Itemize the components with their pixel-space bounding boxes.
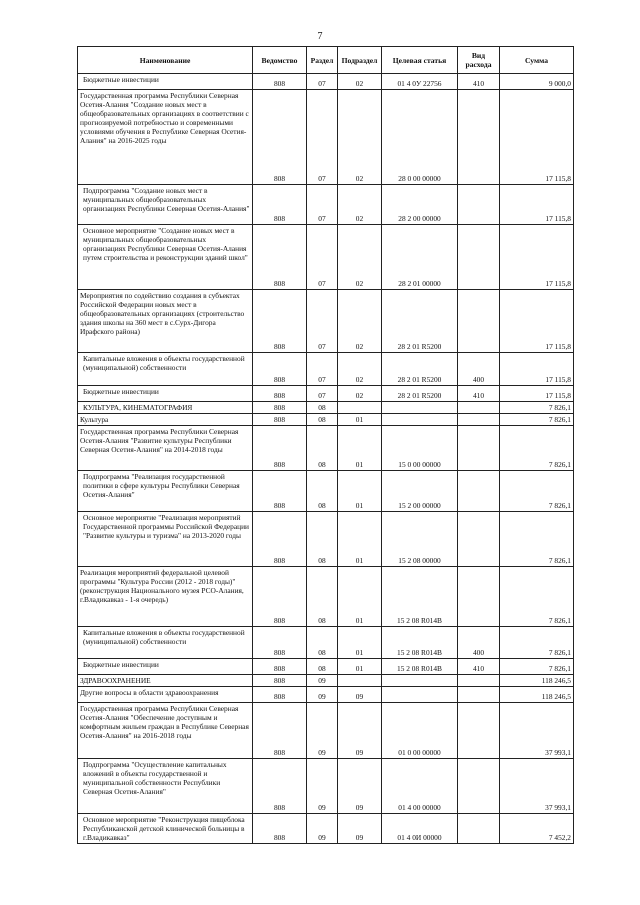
cell-section: 08 — [307, 627, 338, 659]
cell-target: 28 2 01 R5200 — [382, 290, 458, 353]
cell-section: 07 — [307, 290, 338, 353]
header-target: Целевая статья — [382, 47, 458, 74]
cell-sum: 17 115,8 — [500, 290, 574, 353]
table-row — [78, 512, 574, 567]
table-row — [78, 687, 574, 703]
cell-name: Бюджетные инвестиции — [78, 74, 253, 90]
cell-name: Государственная программа Республики Северная Осетия-Алания "Развитие культуры Республики Северная Осетия-Алания" на 2014-2018 годы — [78, 426, 253, 471]
cell-section: 07 — [307, 90, 338, 185]
cell-name: Мероприятия по содействию создания в субъектах Российской Федерации новых мест в общеобразовательных организациях (строительство здания школы на 360 мест в с.Сурх-Дигора Ирафского района) — [78, 290, 253, 353]
cell-subsection: 09 — [338, 687, 382, 703]
cell-target: 15 2 08 00000 — [382, 512, 458, 567]
cell-target — [382, 687, 458, 703]
cell-section: 07 — [307, 353, 338, 386]
cell-sum: 7 826,1 — [500, 567, 574, 627]
cell-name: Государственная программа Республики Северная Осетия-Алания "Создание новых мест в общеобразовательных организациях в соответствии с прогнозируемой потребностью и современными условиями обучения в Республике Северная Осетия-Алания" на 2016-2025 годы — [78, 90, 253, 185]
header-dept: Ведомство — [253, 47, 307, 74]
cell-target: 15 2 00 00000 — [382, 471, 458, 512]
cell-sum: 17 115,8 — [500, 185, 574, 225]
cell-sum: 118 246,5 — [500, 675, 574, 687]
cell-subsection: 01 — [338, 426, 382, 471]
cell-sum: 7 826,1 — [500, 627, 574, 659]
cell-subsection — [338, 402, 382, 414]
cell-dept: 808 — [253, 687, 307, 703]
cell-dept: 808 — [253, 185, 307, 225]
cell-type — [458, 414, 500, 426]
cell-dept: 808 — [253, 414, 307, 426]
table-row — [78, 471, 574, 512]
cell-type — [458, 687, 500, 703]
cell-target — [382, 414, 458, 426]
table-row — [78, 759, 574, 814]
table-row — [78, 90, 574, 185]
cell-sum: 17 115,8 — [500, 386, 574, 402]
table-row — [78, 426, 574, 471]
cell-subsection: 02 — [338, 353, 382, 386]
table-row — [78, 386, 574, 402]
cell-section: 09 — [307, 687, 338, 703]
cell-section: 08 — [307, 426, 338, 471]
table-row — [78, 659, 574, 675]
budget-table — [77, 46, 574, 844]
cell-type — [458, 185, 500, 225]
cell-target: 01 4 0И 00000 — [382, 814, 458, 844]
cell-sum: 37 993,1 — [500, 759, 574, 814]
table-row — [78, 814, 574, 844]
cell-name: Культура — [78, 414, 253, 426]
cell-type — [458, 567, 500, 627]
cell-subsection: 01 — [338, 471, 382, 512]
cell-sum: 7 452,2 — [500, 814, 574, 844]
cell-dept: 808 — [253, 353, 307, 386]
table-row — [78, 290, 574, 353]
header-subsection: Подраздел — [338, 47, 382, 74]
cell-section: 09 — [307, 759, 338, 814]
cell-dept: 808 — [253, 675, 307, 687]
table-row — [78, 627, 574, 659]
cell-dept: 808 — [253, 90, 307, 185]
cell-section: 08 — [307, 402, 338, 414]
cell-target — [382, 675, 458, 687]
table-row — [78, 414, 574, 426]
cell-name: Подпрограмма "Создание новых мест в муниципальных общеобразовательных организациях Республики Северная Осетия-Алания" — [78, 185, 253, 225]
cell-subsection: 09 — [338, 814, 382, 844]
cell-name: Реализация мероприятий федеральной целевой программы "Культура России (2012 - 2018 годы)" (реконструкция Национального музея РСО-Алания, г.Владикавказ - 1-я очередь) — [78, 567, 253, 627]
cell-type — [458, 703, 500, 759]
cell-dept: 808 — [253, 659, 307, 675]
cell-subsection: 02 — [338, 225, 382, 290]
cell-type: 410 — [458, 659, 500, 675]
cell-type — [458, 512, 500, 567]
header-section: Раздел — [307, 47, 338, 74]
cell-section: 08 — [307, 471, 338, 512]
cell-target — [382, 402, 458, 414]
cell-section: 08 — [307, 567, 338, 627]
cell-target: 28 2 01 R5200 — [382, 386, 458, 402]
cell-name: Подпрограмма "Реализация государственной политики в сфере культуры Республики Северная Осетия-Алания" — [78, 471, 253, 512]
cell-name: Основное мероприятие "Реализация мероприятий Государственной программы Российской Федерации "Развитие культуры и туризма" на 2013-2020 годы — [78, 512, 253, 567]
cell-section: 07 — [307, 225, 338, 290]
cell-type: 400 — [458, 627, 500, 659]
cell-subsection: 01 — [338, 627, 382, 659]
cell-target: 15 2 08 R014B — [382, 659, 458, 675]
cell-target: 28 2 01 R5200 — [382, 353, 458, 386]
cell-subsection: 01 — [338, 567, 382, 627]
header-name: Наименование — [78, 47, 253, 74]
cell-section: 09 — [307, 675, 338, 687]
cell-type — [458, 675, 500, 687]
cell-subsection: 02 — [338, 90, 382, 185]
cell-sum: 17 115,8 — [500, 353, 574, 386]
cell-name: Капитальные вложения в объекты государственной (муниципальной) собственности — [78, 353, 253, 386]
cell-subsection: 02 — [338, 185, 382, 225]
cell-sum: 37 993,1 — [500, 703, 574, 759]
page-number: 7 — [317, 31, 323, 42]
cell-sum: 9 000,0 — [500, 74, 574, 90]
cell-subsection: 01 — [338, 414, 382, 426]
cell-name: Основное мероприятие "Реконструкция пищеблока Республиканской детской клинической больницы в г.Владикавказ" — [78, 814, 253, 844]
cell-subsection: 01 — [338, 659, 382, 675]
header-type: Вид расхода — [458, 47, 500, 74]
cell-dept: 808 — [253, 402, 307, 414]
cell-name: ЗДРАВООХРАНЕНИЕ — [78, 675, 253, 687]
cell-type — [458, 471, 500, 512]
table-row — [78, 703, 574, 759]
cell-subsection: 02 — [338, 386, 382, 402]
cell-sum: 7 826,1 — [500, 512, 574, 567]
cell-sum: 7 826,1 — [500, 659, 574, 675]
cell-dept: 808 — [253, 426, 307, 471]
table-row — [78, 225, 574, 290]
cell-type — [458, 225, 500, 290]
cell-dept: 808 — [253, 225, 307, 290]
cell-name: Бюджетные инвестиции — [78, 386, 253, 402]
cell-name: Капитальные вложения в объекты государственной (муниципальной) собственности — [78, 627, 253, 659]
cell-sum: 118 246,5 — [500, 687, 574, 703]
cell-type — [458, 759, 500, 814]
table-header-row — [78, 47, 574, 74]
cell-sum: 7 826,1 — [500, 426, 574, 471]
cell-subsection: 01 — [338, 512, 382, 567]
cell-section: 08 — [307, 659, 338, 675]
cell-type: 400 — [458, 353, 500, 386]
cell-dept: 808 — [253, 512, 307, 567]
cell-name: Бюджетные инвестиции — [78, 659, 253, 675]
cell-section: 08 — [307, 512, 338, 567]
cell-name: Подпрограмма "Осуществление капитальных вложений в объекты государственной и муниципальной собственности Республики Северная Осетия-Алания" — [78, 759, 253, 814]
cell-dept: 808 — [253, 471, 307, 512]
cell-section: 07 — [307, 386, 338, 402]
cell-type — [458, 90, 500, 185]
cell-sum: 7 826,1 — [500, 414, 574, 426]
cell-dept: 808 — [253, 703, 307, 759]
cell-dept: 808 — [253, 290, 307, 353]
cell-sum: 7 826,1 — [500, 471, 574, 512]
cell-sum: 7 826,1 — [500, 402, 574, 414]
cell-target: 28 2 00 00000 — [382, 185, 458, 225]
cell-target: 01 4 0У 22756 — [382, 74, 458, 90]
cell-dept: 808 — [253, 567, 307, 627]
cell-name: Другие вопросы в области здравоохранения — [78, 687, 253, 703]
cell-section: 07 — [307, 185, 338, 225]
cell-dept: 808 — [253, 627, 307, 659]
cell-dept: 808 — [253, 386, 307, 402]
cell-sum: 17 115,8 — [500, 90, 574, 185]
cell-subsection: 09 — [338, 759, 382, 814]
cell-target: 28 0 00 00000 — [382, 90, 458, 185]
cell-section: 08 — [307, 414, 338, 426]
cell-subsection — [338, 675, 382, 687]
cell-name: Государственная программа Республики Северная Осетия-Алания "Обеспечение доступным и комфортным жильем граждан в Республике Северная Осетия-Алания" на 2016-2018 годы — [78, 703, 253, 759]
cell-target: 15 0 00 00000 — [382, 426, 458, 471]
header-sum: Сумма — [500, 47, 574, 74]
table-row — [78, 353, 574, 386]
table-row — [78, 675, 574, 687]
cell-name: КУЛЬТУРА, КИНЕМАТОГРАФИЯ — [78, 402, 253, 414]
cell-section: 09 — [307, 703, 338, 759]
cell-type — [458, 402, 500, 414]
cell-target: 01 4 00 00000 — [382, 759, 458, 814]
cell-section: 09 — [307, 814, 338, 844]
cell-dept: 808 — [253, 74, 307, 90]
cell-subsection: 02 — [338, 74, 382, 90]
cell-target: 28 2 01 00000 — [382, 225, 458, 290]
table-row — [78, 567, 574, 627]
cell-type: 410 — [458, 386, 500, 402]
cell-target: 15 2 08 R014B — [382, 567, 458, 627]
cell-type: 410 — [458, 74, 500, 90]
cell-target: 15 2 08 R014B — [382, 627, 458, 659]
cell-subsection: 02 — [338, 290, 382, 353]
table-row — [78, 74, 574, 90]
cell-name: Основное мероприятие "Создание новых мест в муниципальных общеобразовательных организациях Республики Северная Осетия-Алания путем строительства и реконструкции зданий школ" — [78, 225, 253, 290]
cell-type — [458, 426, 500, 471]
cell-subsection: 09 — [338, 703, 382, 759]
cell-target: 01 0 00 00000 — [382, 703, 458, 759]
cell-dept: 808 — [253, 759, 307, 814]
cell-section: 07 — [307, 74, 338, 90]
cell-type — [458, 290, 500, 353]
cell-dept: 808 — [253, 814, 307, 844]
table-row — [78, 402, 574, 414]
cell-type — [458, 814, 500, 844]
cell-sum: 17 115,8 — [500, 225, 574, 290]
table-row — [78, 185, 574, 225]
